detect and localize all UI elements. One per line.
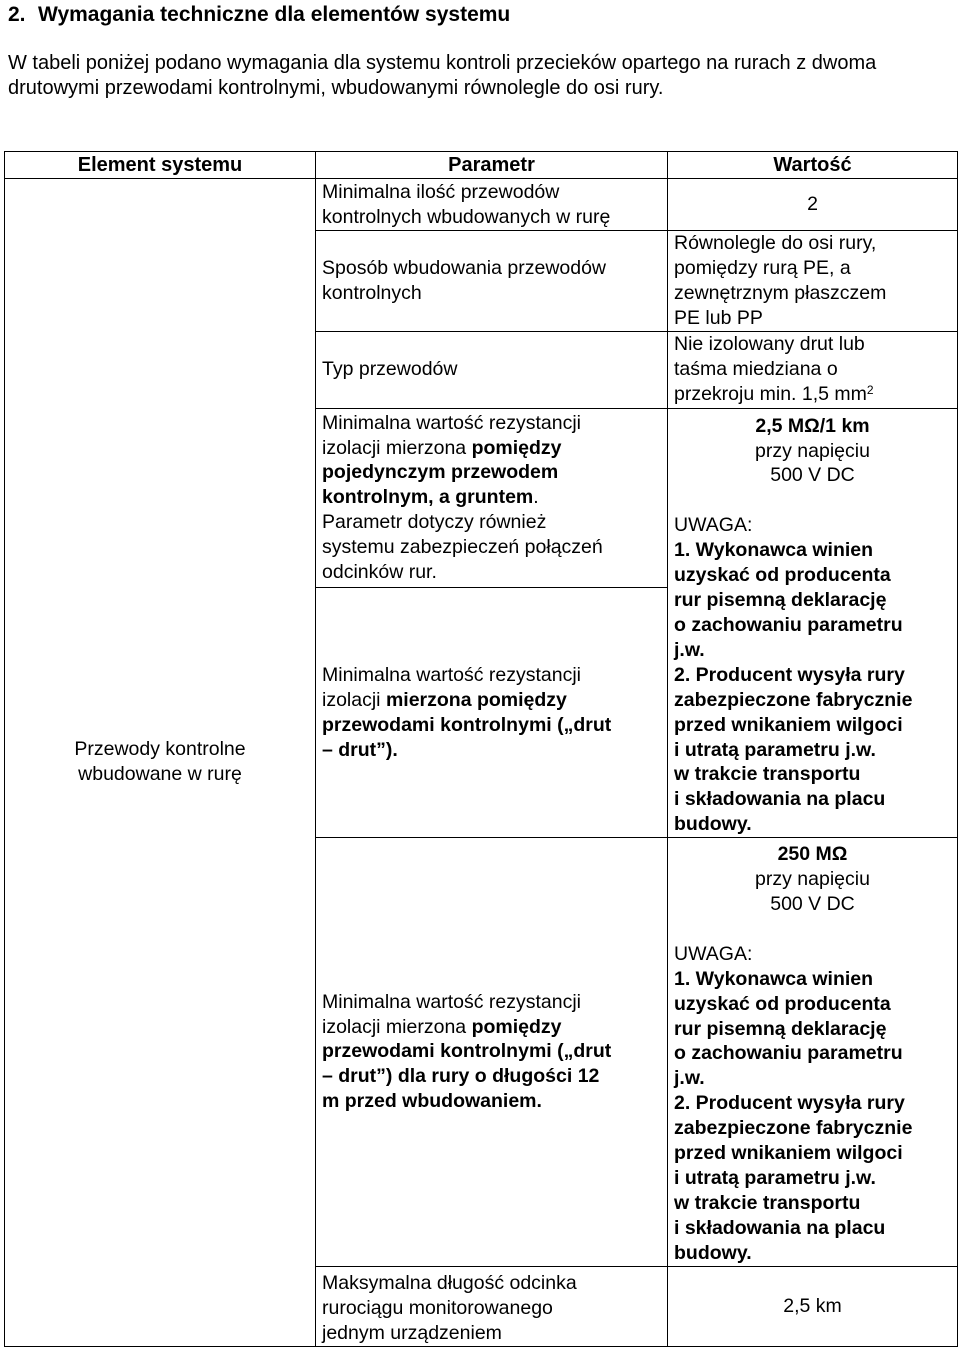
parameter-text: – drut”) dla rury o długości 12 [322,1065,600,1088]
intro-line: W tabeli poniżej podano wymagania dla systemu kontroli przecieków opartego na rurach z dwoma [8,52,877,74]
section-heading [8,0,510,30]
note-line: i utratą parametru j.w. [674,738,876,761]
value-cell [668,179,958,231]
note-line: i składowania na placu [674,788,886,811]
parameter-cell [316,231,668,332]
value-text: Nie izolowany drut lub [674,333,865,356]
parameter-text: pomiędzy [471,1015,562,1038]
intro-paragraph [8,51,953,101]
element-cell [5,179,316,1347]
table-row [5,179,958,231]
note-line: w trakcie transportu [674,1191,861,1214]
value-cell [668,231,958,332]
value-cell [668,1266,958,1346]
value-text: pomiędzy rurą PE, a [674,256,851,279]
parameter-cell [316,331,668,408]
intro-line: drutowymi przewodami kontrolnymi, wbudowanymi równolegle do osi rury. [8,77,664,99]
value-text: przy napięciu [755,439,870,462]
note-line: i utratą parametru j.w. [674,1167,876,1189]
parameter-text: Sposób wbudowania przewodów [322,256,607,279]
note-title: UWAGA: [674,942,753,965]
parameter-text: izolacji [322,688,386,711]
value-text: przy napięciu [755,868,870,891]
note-line: przed wnikaniem wilgoci [674,713,903,736]
note-line: zabezpieczone fabrycznie [674,688,913,711]
note-line: 2. Producent wysyła rury [674,663,905,686]
note-line: o zachowaniu parametru [674,1042,903,1065]
value-cell [668,838,958,1267]
value-text: 2,5 MΩ/1 km [755,414,870,437]
note-line: 1. Wykonawca winien [674,539,874,562]
element-label: Przewody kontrolne [74,738,246,761]
section-number: 2. [8,3,26,26]
header-parameter: Parametr [316,152,668,179]
value-text: 250 MΩ [777,843,848,866]
note-line: 2. Producent wysyła rury [674,1092,905,1115]
parameter-text: przewodami kontrolnymi („drut [322,1040,612,1063]
parameter-cell [316,179,668,231]
parameter-text: Minimalna wartość rezystancji [322,663,581,686]
parameter-text: Minimalna wartość rezystancji [322,990,581,1013]
header-element: Element systemu [5,152,316,179]
parameter-text: kontrolnych wbudowanych w rurę [322,205,611,228]
value-text: przekroju min. 1,5 mm [674,383,867,406]
parameter-text: m przed wbudowaniem. [322,1090,542,1113]
note-line: uzyskać od producenta [674,564,891,587]
parameter-text: rurociągu monitorowanego [322,1296,553,1319]
note-line: rur pisemną deklarację [674,1017,887,1040]
table-header-row [5,152,958,179]
note-line: rur pisemną deklarację [674,589,887,612]
element-label: wbudowane w rurę [78,763,242,786]
note-line: budowy. [674,1241,752,1264]
note-line: j.w. [674,1067,705,1090]
note-title: UWAGA: [674,514,753,537]
parameter-text: . [533,486,539,509]
note-line: uzyskać od producenta [674,992,891,1015]
parameter-text: Typ przewodów [322,358,458,381]
parameter-cell [316,1266,668,1346]
value-cell [668,331,958,408]
parameter-cell [316,408,668,587]
requirements-table [4,151,958,1347]
parameter-cell [316,588,668,838]
parameter-text: Parametr dotyczy również [322,511,547,534]
value-cell [668,408,958,838]
parameter-text: izolacji mierzona [322,1015,472,1038]
value-text: 2,5 km [783,1294,842,1317]
parameter-text: Maksymalna długość odcinka [322,1271,577,1294]
parameter-text: Minimalna wartość rezystancji [322,411,581,434]
parameter-text: pojedynczym przewodem [322,461,559,484]
parameter-text: systemu zabezpieczeń połączeń [322,536,603,559]
note-line: budowy. [674,813,752,836]
note-line: 1. Wykonawca winien [674,967,874,990]
value-text: zewnętrznym płaszczem [674,281,887,304]
parameter-text: kontrolnym, a gruntem [322,486,534,509]
section-title: Wymagania techniczne dla elementów systemu [38,3,511,26]
value-text: 500 V DC [770,464,855,487]
value-text: Równolegle do osi rury, [674,232,877,254]
value-text: taśma miedziana o [674,358,838,381]
note-line: i składowania na placu [674,1216,886,1239]
parameter-cell [316,838,668,1267]
parameter-text: jednym urządzeniem [322,1321,502,1344]
parameter-text: pomiędzy [471,436,562,459]
parameter-text: izolacji mierzona [322,436,472,459]
superscript: 2 [866,383,874,398]
parameter-text: przewodami kontrolnymi („drut [322,713,612,736]
note-line: j.w. [674,638,705,661]
parameter-text: odcinków rur. [322,561,437,584]
note-line: przed wnikaniem wilgoci [674,1142,903,1165]
note-line: o zachowaniu parametru [674,613,903,636]
note-line: w trakcie transportu [674,763,861,786]
value-text: 500 V DC [770,892,855,915]
header-value: Wartość [668,152,958,179]
parameter-text: kontrolnych [322,281,422,304]
value-text: PE lub PP [674,306,763,329]
value-text: 2 [807,193,818,216]
parameter-text: – drut”). [322,738,398,761]
parameter-text: Minimalna ilość przewodów [322,180,560,203]
note-line: zabezpieczone fabrycznie [674,1117,913,1140]
parameter-text: mierzona pomiędzy [385,688,567,711]
